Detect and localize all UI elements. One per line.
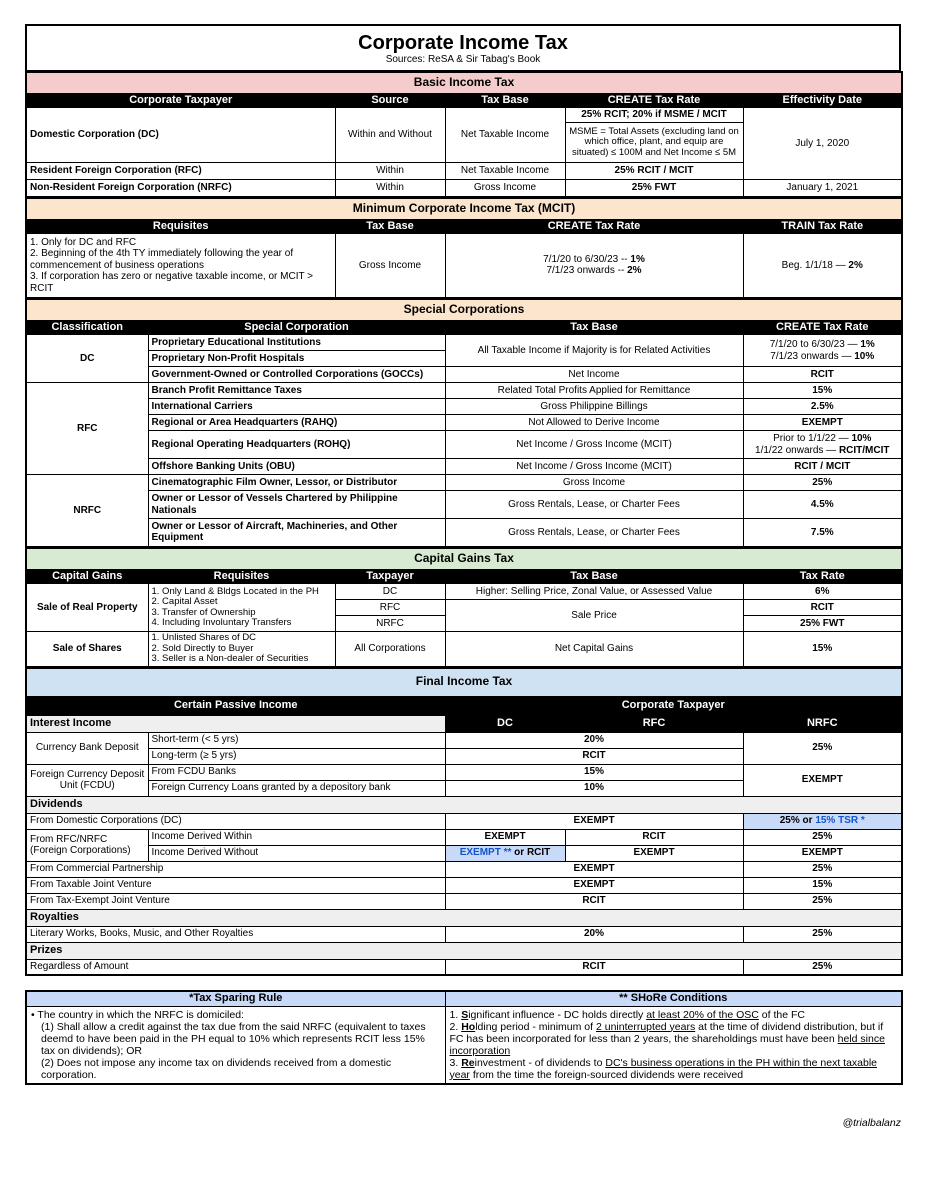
- mcit-header-req: Requisites: [26, 219, 335, 234]
- div-dc-nrfc-tsr: 15% TSR *: [815, 815, 865, 827]
- cgt-header-base: Tax Base: [445, 569, 743, 584]
- special-bprt-rate: 15%: [743, 383, 902, 399]
- special-gocc: Government-Owned or Controlled Corporations (GOCCs): [148, 367, 445, 383]
- fit-within-dc: EXEMPT: [445, 829, 565, 845]
- fit-cp: From Commercial Partnership: [26, 861, 445, 877]
- shore-item-2: [450, 1021, 898, 1057]
- fit-royalties-label: Royalties: [26, 909, 902, 926]
- special-obu-rate: RCIT / MCIT: [743, 459, 902, 475]
- special-header-class: Classification: [26, 320, 148, 335]
- nrfc-base: Gross Income: [445, 180, 565, 197]
- rfc-source: Within: [335, 163, 445, 180]
- fit-fcdu-loans: Foreign Currency Loans granted by a depository bank: [148, 780, 445, 796]
- dc-name: Domestic Corporation (DC): [26, 108, 335, 163]
- fit-header-taxpayer: Corporate Taxpayer: [445, 696, 902, 715]
- fit-fcdu-banks-rate: 15%: [445, 764, 743, 780]
- rohq-rate-period-1: Prior to 1/1/22 —: [773, 433, 852, 444]
- cgt-dc-rate: 6%: [743, 584, 902, 600]
- shore-2-key: Ho: [461, 1020, 476, 1033]
- fit-prizes-nrfc: 25%: [743, 959, 902, 975]
- special-bprt: Branch Profit Remittance Taxes: [148, 383, 445, 399]
- cgt-shares-req-item: 3. Seller is a Non-dealer of Securities: [151, 653, 309, 664]
- fit-without-rfc: EXEMPT: [565, 845, 743, 861]
- cgt-dc: DC: [335, 584, 445, 600]
- fit-without: Income Derived Without: [148, 845, 445, 861]
- mcit-create-period-1: 7/1/20 to 6/30/23 --: [543, 253, 631, 265]
- mcit-create-rate-2: 2%: [627, 265, 642, 277]
- special-header-rate: CREATE Tax Rate: [743, 320, 902, 335]
- shore-2-emph-2: held since incorporation: [449, 1032, 885, 1057]
- dc-base: Net Taxable Income: [445, 108, 565, 163]
- special-film-rate: 25%: [743, 475, 902, 491]
- special-bprt-base: Related Total Profits Applied for Remittance: [445, 383, 743, 399]
- special-band: Special Corporations: [26, 299, 902, 320]
- special-header-corp: Special Corporation: [148, 320, 445, 335]
- mcit-req-item: 2. Beginning of the 4th TY immediately following the year of commencement of business operations: [30, 248, 294, 271]
- fit-without-nrfc: EXEMPT: [743, 845, 902, 861]
- div-dc-nrfc-rate: 25% or: [779, 815, 816, 827]
- shore-1-emph: at least 20% of the OSC: [646, 1008, 759, 1021]
- special-dc-label: DC: [26, 335, 148, 383]
- basic-header-source: Source: [335, 93, 445, 108]
- fit-div-foreign: From RFC/NRFC (Foreign Corporations): [26, 829, 148, 861]
- rfc-base: Net Taxable Income: [445, 163, 565, 180]
- mcit-create-rate: [445, 234, 743, 298]
- special-pei: Proprietary Educational Institutions: [148, 335, 445, 351]
- mcit-train-value: 2%: [848, 259, 863, 271]
- nrfc-rate: 25% FWT: [565, 180, 743, 197]
- mcit-header-train: TRAIN Tax Rate: [743, 219, 902, 234]
- fit-prizes: Regardless of Amount: [26, 959, 445, 975]
- basic-income-tax-table: [25, 71, 903, 198]
- fit-royalties-nrfc: 25%: [743, 926, 902, 942]
- cgt-shares-requisites: [148, 632, 335, 667]
- fit-tejv-nrfc: 25%: [743, 893, 902, 909]
- tax-sparing-item-2: (2) Does not impose any income tax on dividends received from a domestic corporation.: [41, 1056, 392, 1081]
- special-film: Cinematographic Film Owner, Lessor, or Distributor: [148, 475, 445, 491]
- fit-royalties-rate: 20%: [445, 926, 743, 942]
- fit-fcdu-banks: From FCDU Banks: [148, 764, 445, 780]
- rfc-name: Resident Foreign Corporation (RFC): [26, 163, 335, 180]
- fit-col-rfc: RFC: [565, 715, 743, 732]
- fit-within: Income Derived Within: [148, 829, 445, 845]
- rohq-rate-value-1: 10%: [851, 433, 872, 444]
- fit-tejv: From Tax-Exempt Joint Venture: [26, 893, 445, 909]
- mcit-base: Gross Income: [335, 234, 445, 298]
- fit-cbd: Currency Bank Deposit: [26, 732, 148, 764]
- shore-2-emph: 2 uninterrupted years: [595, 1020, 696, 1033]
- fit-short-rate: 20%: [445, 732, 743, 748]
- dc-rfc-date: July 1, 2020: [743, 108, 902, 180]
- special-pei-base: All Taxable Income if Majority is for Related Activities: [445, 335, 743, 367]
- cgt-shares-req-item: 2. Sold Directly to Buyer: [151, 642, 254, 654]
- fit-div-dc-nrfc: [743, 813, 902, 829]
- mcit-train-period: Beg. 1/1/18 —: [781, 259, 849, 271]
- mcit-create-period-2: 7/1/23 onwards --: [546, 265, 628, 277]
- special-aircraft-base: Gross Rentals, Lease, or Charter Fees: [445, 519, 743, 547]
- mcit-create-rate-1: 1%: [630, 253, 645, 265]
- special-corporations-table: [25, 299, 903, 548]
- special-ic: International Carriers: [148, 399, 445, 415]
- cgt-shares-taxpayer: All Corporations: [335, 632, 445, 667]
- fit-cbd-nrfc: 25%: [743, 732, 902, 764]
- shore-3-emph: DC's business operations in the PH within the next taxable year: [449, 1056, 878, 1081]
- without-dc-rcit: or RCIT: [511, 847, 551, 859]
- fit-col-dc: DC: [445, 715, 565, 732]
- cgt-nrfc: NRFC: [335, 616, 445, 632]
- cgt-realty-req-item: 4. Including Involuntary Transfers: [151, 617, 292, 628]
- special-obu-base: Net Income / Gross Income (MCIT): [445, 459, 743, 475]
- cgt-realty-label: Sale of Real Property: [26, 584, 148, 632]
- pei-rate-period-2: 7/1/23 onwards —: [770, 350, 855, 362]
- special-npi: Proprietary Non-Profit Hospitals: [148, 351, 445, 367]
- special-rohq: Regional Operating Headquarters (ROHQ): [148, 431, 445, 459]
- nrfc-source: Within: [335, 180, 445, 197]
- cgt-realty-req-item: 1. Only Land & Bldgs Located in the PH: [151, 585, 319, 597]
- special-vessel-rate: 4.5%: [743, 491, 902, 519]
- shore-2-num: 2.: [449, 1020, 462, 1033]
- shore-body: [445, 1006, 902, 1084]
- sources-line: Sources: ReSA & Sir Tabag's Book: [385, 54, 541, 65]
- special-vessel: Owner or Lessor of Vessels Chartered by Philippine Nationals: [148, 491, 445, 519]
- special-nrfc-label: NRFC: [26, 475, 148, 547]
- fit-dividends-label: Dividends: [26, 796, 902, 813]
- special-aircraft: Owner or Lessor of Aircraft, Machineries, and Other Equipment: [148, 519, 445, 547]
- special-aircraft-rate: 7.5%: [743, 519, 902, 547]
- notes-table: [25, 990, 903, 1085]
- fit-without-dc: [445, 845, 565, 861]
- cgt-shares-base: Net Capital Gains: [445, 632, 743, 667]
- pei-rate-period-1: 7/1/20 to 6/30/23 —: [769, 339, 861, 350]
- fit-interest-label: Interest Income: [26, 715, 445, 732]
- pei-rate-value-2: 10%: [854, 350, 875, 362]
- shore-1-tail: of the FC: [758, 1008, 805, 1021]
- special-film-base: Gross Income: [445, 475, 743, 491]
- title-block: [25, 24, 901, 71]
- cgt-realty-req-item: 2. Capital Asset: [151, 596, 218, 607]
- shore-1-text: ignificant influence - DC holds directly: [468, 1008, 647, 1021]
- tax-sparing-title: *Tax Sparing Rule: [26, 991, 445, 1006]
- fit-long-rate: RCIT: [445, 748, 743, 764]
- shore-title: ** SHoRe Conditions: [445, 991, 902, 1006]
- special-pei-rate: [743, 335, 902, 367]
- special-rahq-base: Not Allowed to Derive Income: [445, 415, 743, 431]
- rohq-rate-value-2: RCIT/MCIT: [838, 444, 890, 456]
- shore-1-key: S: [461, 1008, 469, 1021]
- fit-fcdu-nrfc: EXEMPT: [743, 764, 902, 796]
- shore-3-num: 3.: [449, 1056, 462, 1069]
- cgt-shares-rate: 15%: [743, 632, 902, 667]
- special-ic-base: Gross Philippine Billings: [445, 399, 743, 415]
- cgt-shares-req-item: 1. Unlisted Shares of DC: [151, 632, 257, 643]
- cgt-header-req: Requisites: [148, 569, 335, 584]
- cgt-rfc-rate: RCIT: [743, 600, 902, 616]
- cgt-header-taxpayer: Taxpayer: [335, 569, 445, 584]
- page-title: Corporate Income Tax: [358, 32, 568, 54]
- fit-header-passive: Certain Passive Income: [26, 696, 445, 715]
- fit-fcdu: Foreign Currency Deposit Unit (FCDU): [26, 764, 148, 796]
- fit-long-term: Long-term (≥ 5 yrs): [148, 748, 445, 764]
- tax-sparing-item-1: (1) Shall allow a credit against the tax due from the said NRFC (equivalent to taxes deemd to have been paid in the PH equal to 10% which represents RCIT less 15% tax on dividends); OR: [41, 1020, 426, 1057]
- final-income-tax-table: [25, 668, 903, 977]
- mcit-req-item: 3. If corporation has zero or negative taxable income, or MCIT > RCIT: [30, 271, 314, 294]
- rfc-rate: 25% RCIT / MCIT: [565, 163, 743, 180]
- mcit-train-rate: [743, 234, 902, 298]
- author-handle: @trialbalanz: [842, 1117, 901, 1129]
- mcit-requisites: [26, 234, 335, 298]
- tax-sparing-intro: • The country in which the NRFC is domiciled:: [31, 1008, 244, 1021]
- mcit-header-create: CREATE Tax Rate: [445, 219, 743, 234]
- dc-source: Within and Without: [335, 108, 445, 163]
- special-gocc-rate: RCIT: [743, 367, 902, 383]
- fit-within-rfc: RCIT: [565, 829, 743, 845]
- special-rahq-rate: EXEMPT: [743, 415, 902, 431]
- cgt-nrfc-rate: 25% FWT: [743, 616, 902, 632]
- special-rahq: Regional or Area Headquarters (RAHQ): [148, 415, 445, 431]
- fit-tjv-nrfc: 15%: [743, 877, 902, 893]
- cgt-shares-label: Sale of Shares: [26, 632, 148, 667]
- cgt-sale-price: Sale Price: [445, 600, 743, 632]
- mcit-band: Minimum Corporate Income Tax (MCIT): [26, 198, 902, 219]
- msme-definition: MSME = Total Assets (excluding land on which office, plant, and equip are situated) ≤ 100M and Net Income ≤ 5M: [565, 123, 743, 163]
- cgt-realty-req-item: 3. Transfer of Ownership: [151, 606, 256, 618]
- special-ic-rate: 2.5%: [743, 399, 902, 415]
- cgt-rfc: RFC: [335, 600, 445, 616]
- fit-div-dc-rate: EXEMPT: [445, 813, 743, 829]
- mcit-table: [25, 198, 903, 299]
- tax-sparing-body: [26, 1006, 445, 1084]
- fit-within-nrfc: 25%: [743, 829, 902, 845]
- shore-3-key: Re: [461, 1056, 475, 1069]
- cgt-dc-base: Higher: Selling Price, Zonal Value, or Assessed Value: [445, 584, 743, 600]
- special-gocc-base: Net Income: [445, 367, 743, 383]
- fit-cp-rate: EXEMPT: [445, 861, 743, 877]
- cgt-band: Capital Gains Tax: [26, 548, 902, 569]
- special-obu: Offshore Banking Units (OBU): [148, 459, 445, 475]
- fit-tjv: From Taxable Joint Venture: [26, 877, 445, 893]
- pei-rate-value-1: 1%: [860, 339, 875, 350]
- shore-3-tail: from the time the foreign-sourced dividends were received: [469, 1068, 744, 1081]
- fit-col-nrfc: NRFC: [743, 715, 902, 732]
- basic-header-rate: CREATE Tax Rate: [565, 93, 743, 108]
- special-rohq-base: Net Income / Gross Income (MCIT): [445, 431, 743, 459]
- without-dc-exempt: EXEMPT **: [459, 847, 512, 859]
- shore-item-3: [450, 1057, 898, 1081]
- mcit-req-item: 1. Only for DC and RFC: [30, 236, 137, 248]
- cgt-header-rate: Tax Rate: [743, 569, 902, 584]
- shore-item-1: [450, 1009, 898, 1021]
- fit-short-term: Short-term (< 5 yrs): [148, 732, 445, 748]
- fit-cp-nrfc: 25%: [743, 861, 902, 877]
- fit-prizes-label: Prizes: [26, 942, 902, 959]
- shore-2-text: lding period - minimum of: [475, 1020, 596, 1033]
- tax-sheet: [25, 24, 901, 1085]
- shore-3-text: investment - of dividends to: [474, 1056, 606, 1069]
- shore-1-num: 1.: [449, 1008, 462, 1021]
- nrfc-date: January 1, 2021: [743, 180, 902, 197]
- mcit-header-base: Tax Base: [335, 219, 445, 234]
- fit-royalties: Literary Works, Books, Music, and Other Royalties: [26, 926, 445, 942]
- fit-band: Final Income Tax: [26, 668, 902, 696]
- capital-gains-table: [25, 548, 903, 668]
- special-rfc-label: RFC: [26, 383, 148, 475]
- dc-rate: 25% RCIT; 20% if MSME / MCIT: [565, 108, 743, 123]
- basic-header-base: Tax Base: [445, 93, 565, 108]
- cgt-realty-requisites: [148, 584, 335, 632]
- nrfc-name: Non-Resident Foreign Corporation (NRFC): [26, 180, 335, 197]
- fit-tejv-rate: RCIT: [445, 893, 743, 909]
- special-rohq-rate: [743, 431, 902, 459]
- special-header-base: Tax Base: [445, 320, 743, 335]
- fit-tjv-rate: EXEMPT: [445, 877, 743, 893]
- shore-2-cont: at the time of dividend distribution, but if FC has been incorporated for less than 2 years, the shareholdings must have been: [449, 1020, 884, 1045]
- cgt-header-gains: Capital Gains: [26, 569, 148, 584]
- fit-prizes-rate: RCIT: [445, 959, 743, 975]
- fit-fcdu-loans-rate: 10%: [445, 780, 743, 796]
- fit-div-dc: From Domestic Corporations (DC): [26, 813, 445, 829]
- basic-header-taxpayer: Corporate Taxpayer: [26, 93, 335, 108]
- rohq-rate-period-2: 1/1/22 onwards —: [755, 444, 839, 456]
- special-vessel-base: Gross Rentals, Lease, or Charter Fees: [445, 491, 743, 519]
- basic-header-date: Effectivity Date: [743, 93, 902, 108]
- basic-income-tax-band: Basic Income Tax: [26, 72, 902, 93]
